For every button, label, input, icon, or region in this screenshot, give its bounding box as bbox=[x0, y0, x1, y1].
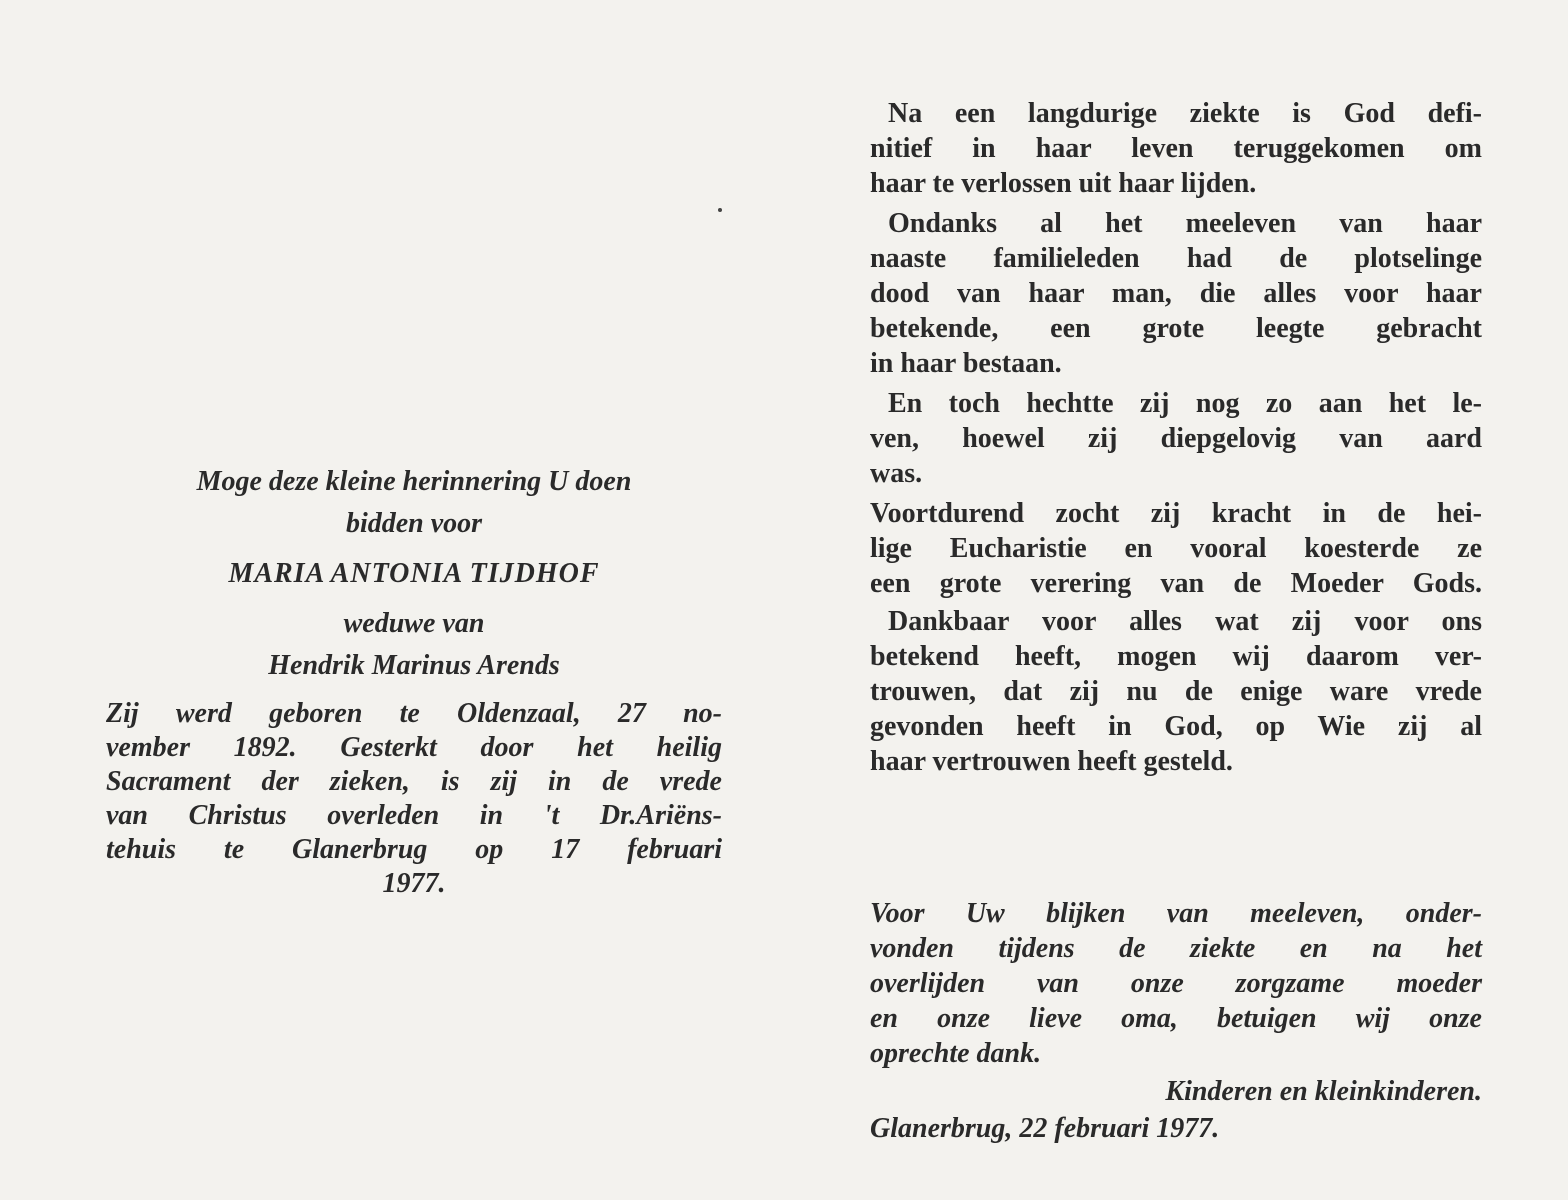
signature: Kinderen en kleinkinderen. bbox=[1165, 1076, 1482, 1107]
place-date: Glanerbrug, 22 februari 1977. bbox=[870, 1113, 1220, 1144]
bio-line: 1977. bbox=[382, 868, 446, 899]
thanks-line: overlijden van onze zorgzame moeder bbox=[870, 968, 1482, 999]
paragraph-line: was. bbox=[870, 458, 923, 489]
deceased-name: MARIA ANTONIA TIJDHOF bbox=[228, 558, 600, 589]
speck bbox=[718, 208, 722, 212]
bio-line: tehuis te Glanerbrug op 17 februari bbox=[106, 834, 722, 865]
paragraph-line: gevonden heeft in God, op Wie zij al bbox=[870, 711, 1482, 742]
husband-name: Hendrik Marinus Arends bbox=[268, 650, 560, 681]
bio-line: vember 1892. Gesterkt door het heilig bbox=[106, 732, 722, 763]
paragraph-line: een grote verering van de Moeder Gods. bbox=[870, 568, 1482, 599]
paragraph-line: haar vertrouwen heeft gesteld. bbox=[870, 746, 1233, 777]
paragraph-line: betekende, een grote leegte gebracht bbox=[870, 313, 1482, 344]
bio-line: Sacrament der zieken, is zij in de vrede bbox=[106, 766, 722, 797]
intro-line: Moge deze kleine herinnering U doen bbox=[196, 466, 632, 497]
paragraph-line: En toch hechtte zij nog zo aan het le- bbox=[888, 388, 1482, 419]
thanks-line: Voor Uw blijken van meeleven, onder- bbox=[870, 898, 1482, 929]
paragraph-line: trouwen, dat zij nu de enige ware vrede bbox=[870, 676, 1482, 707]
widow-of-label: weduwe van bbox=[343, 608, 485, 639]
bio-line: van Christus overleden in 't Dr.Ariëns- bbox=[106, 800, 722, 831]
paragraph-line: nitief in haar leven teruggekomen om bbox=[870, 133, 1482, 164]
paragraph-line: Dankbaar voor alles wat zij voor ons bbox=[888, 606, 1482, 637]
paragraph-line: Ondanks al het meeleven van haar bbox=[888, 208, 1482, 239]
paragraph-line: ven, hoewel zij diepgelovig van aard bbox=[870, 423, 1482, 454]
paragraph-line: betekend heeft, mogen wij daarom ver- bbox=[870, 641, 1482, 672]
paragraph-line: dood van haar man, die alles voor haar bbox=[870, 278, 1482, 309]
paragraph-line: Na een langdurige ziekte is God defi- bbox=[888, 98, 1482, 129]
paragraph-line: lige Eucharistie en vooral koesterde ze bbox=[870, 533, 1482, 564]
bio-line: Zij werd geboren te Oldenzaal, 27 no- bbox=[106, 698, 722, 729]
thanks-line: oprechte dank. bbox=[870, 1038, 1042, 1069]
paragraph-line: haar te verlossen uit haar lijden. bbox=[870, 168, 1257, 199]
paragraph-line: naaste familieleden had de plotselinge bbox=[870, 243, 1482, 274]
paragraph-line: in haar bestaan. bbox=[870, 348, 1062, 379]
paragraph-line: Voortdurend zocht zij kracht in de hei- bbox=[870, 498, 1482, 529]
thanks-line: en onze lieve oma, betuigen wij onze bbox=[870, 1003, 1482, 1034]
thanks-line: vonden tijdens de ziekte en na het bbox=[870, 933, 1482, 964]
intro-line: bidden voor bbox=[345, 508, 483, 539]
